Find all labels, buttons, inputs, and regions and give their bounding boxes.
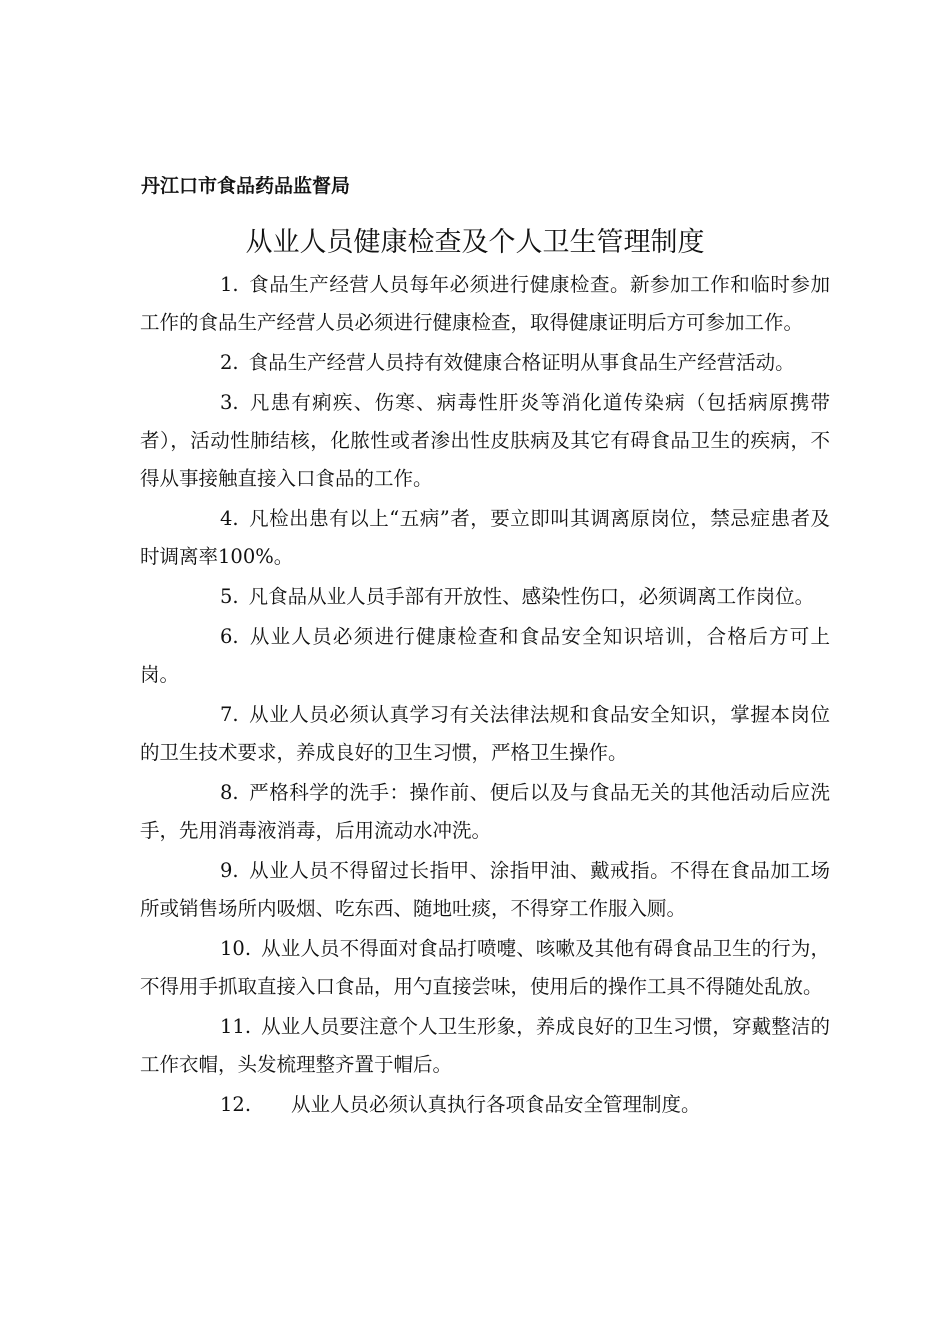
document-title: 从业人员健康检查及个人卫生管理制度	[245, 227, 705, 258]
list-item	[140, 1008, 830, 1084]
item-text: 凡患有痢疾、伤寒、病毒性肝炎等消化道传染病（包括病原携带者），活动性肺结核，化脓性或者渗出性皮肤病及其它有碍食品卫生的疾病，不得从事接触直接入口食品的工作。	[140, 391, 830, 490]
list-item	[140, 578, 830, 616]
list-item	[140, 852, 830, 928]
item-text: 食品生产经营人员每年必须进行健康检查。新参加工作和临时参加工作的食品生产经营人员必须进行健康检查，取得健康证明后方可参加工作。	[140, 273, 830, 334]
list-item	[140, 1086, 830, 1124]
item-text: 从业人员必须认真学习有关法律法规和食品安全知识，掌握本岗位的卫生技术要求，养成良好的卫生习惯，严格卫生操作。	[140, 703, 830, 764]
item-number: 6.	[220, 625, 239, 648]
item-number: 7.	[220, 703, 239, 726]
item-number: 3.	[220, 391, 239, 414]
item-text: 从业人员要注意个人卫生形象，养成良好的卫生习惯，穿戴整洁的工作衣帽，头发梳理整齐置于帽后。	[140, 1015, 830, 1076]
list-item	[140, 500, 830, 576]
list-item	[140, 266, 830, 342]
item-number: 5.	[220, 585, 239, 608]
item-number: 12.	[220, 1093, 252, 1116]
item-text: 从业人员不得留过长指甲、涂指甲油、戴戒指。不得在食品加工场所或销售场所内吸烟、吃东西、随地吐痰，不得穿工作服入厕。	[140, 859, 830, 920]
list-item	[140, 774, 830, 850]
item-number: 10.	[220, 937, 252, 960]
list-item	[140, 696, 830, 772]
list-item	[140, 930, 830, 1006]
document-body	[140, 266, 830, 1126]
list-item	[140, 344, 830, 382]
item-number: 11.	[220, 1015, 252, 1038]
item-text: 严格科学的洗手：操作前、便后以及与食品无关的其他活动后应洗手，先用消毒液消毒，后用流动水冲洗。	[140, 781, 830, 842]
item-text: 从业人员必须进行健康检查和食品安全知识培训，合格后方可上岗。	[140, 625, 830, 686]
item-number: 8.	[220, 781, 239, 804]
item-number: 2.	[220, 351, 239, 374]
list-item	[140, 384, 830, 498]
list-item	[140, 618, 830, 694]
item-text: 从业人员必须认真执行各项食品安全管理制度。	[291, 1093, 701, 1116]
item-number: 4.	[220, 507, 239, 530]
organization-name: 丹江口市食品药品监督局	[141, 175, 351, 197]
item-text: 凡检出患有以上“五病”者，要立即叫其调离原岗位，禁忌症患者及时调离率100%。	[140, 507, 830, 568]
item-number: 1.	[220, 273, 239, 296]
item-number: 9.	[220, 859, 239, 882]
item-text: 从业人员不得面对食品打喷嚏、咳嗽及其他有碍食品卫生的行为，不得用手抓取直接入口食品，用勺直接尝味，使用后的操作工具不得随处乱放。	[140, 937, 830, 998]
item-text: 凡食品从业人员手部有开放性、感染性伤口，必须调离工作岗位。	[248, 585, 815, 608]
item-text: 食品生产经营人员持有效健康合格证明从事食品生产经营活动。	[248, 351, 795, 374]
